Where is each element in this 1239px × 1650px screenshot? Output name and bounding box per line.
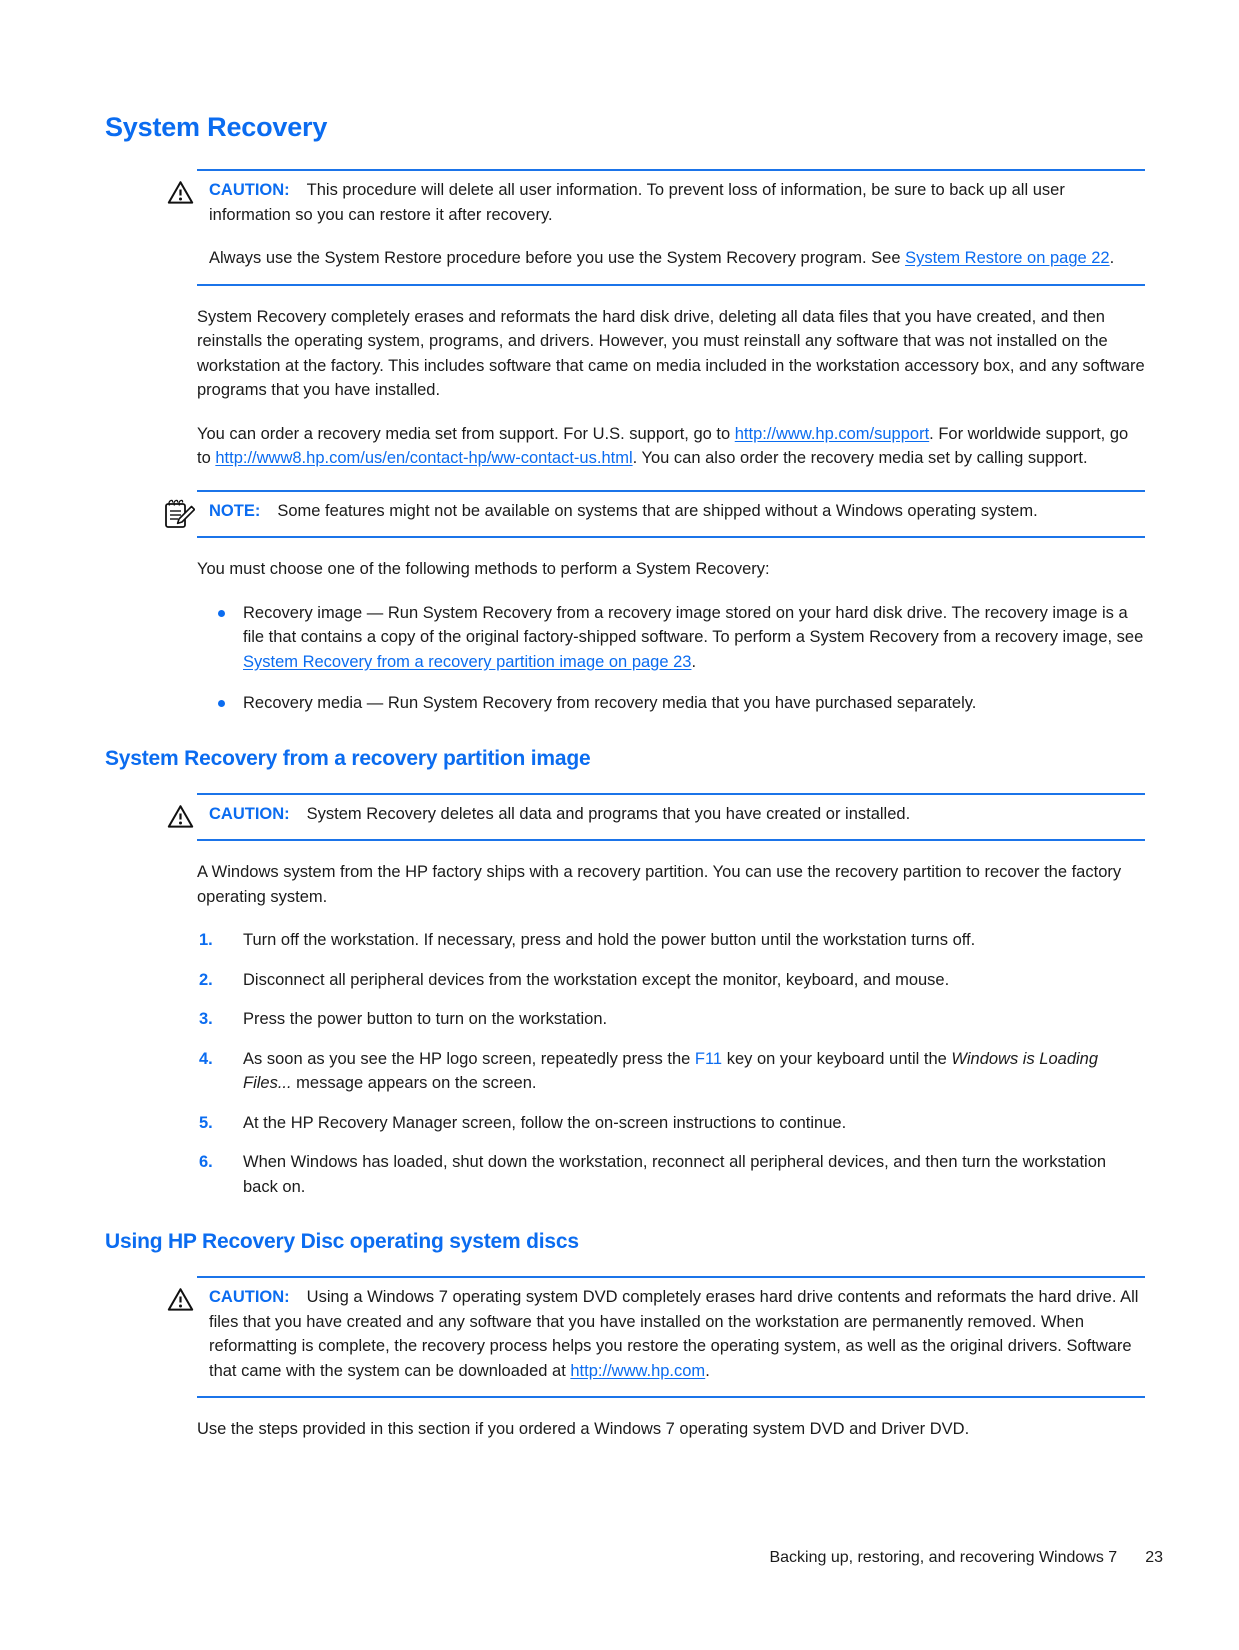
recovery-methods-list bbox=[197, 601, 1145, 716]
caution-block-discs bbox=[197, 1276, 1145, 1398]
note-text bbox=[277, 502, 1037, 520]
body-block bbox=[197, 169, 1145, 716]
caution-text bbox=[209, 249, 1114, 267]
step-item bbox=[197, 1111, 1145, 1136]
text-run: Press the power button to turn on the workstation. bbox=[243, 1010, 608, 1028]
bullet-icon bbox=[218, 700, 225, 707]
step-number: 5. bbox=[199, 1113, 213, 1132]
text-run: key on your keyboard until the bbox=[722, 1049, 952, 1068]
caution-paragraph bbox=[209, 178, 1145, 227]
caution-paragraph bbox=[209, 246, 1145, 271]
caution-label: CAUTION: bbox=[209, 181, 290, 199]
paragraph-use-steps bbox=[197, 1417, 1145, 1442]
text-run: You must choose one of the following methods to perform a System Recovery: bbox=[197, 560, 770, 578]
text-run: . You can also order the recovery media set by calling support. bbox=[632, 449, 1088, 467]
recovery-steps-list bbox=[197, 928, 1145, 1199]
caution-block-partition bbox=[197, 793, 1145, 842]
step-number: 3. bbox=[199, 1010, 213, 1028]
step-number: 1. bbox=[199, 931, 213, 949]
caution-block-intro bbox=[197, 169, 1145, 286]
step-number: 2. bbox=[199, 970, 213, 989]
note-paragraph bbox=[209, 499, 1145, 524]
text-run: . bbox=[691, 652, 697, 671]
bullet-icon bbox=[218, 610, 225, 617]
step-item bbox=[197, 928, 1145, 953]
page-footer bbox=[769, 1549, 1163, 1567]
step-text bbox=[243, 1114, 846, 1132]
caution-icon bbox=[167, 180, 197, 205]
step-text bbox=[243, 1010, 607, 1028]
list-item-recovery-image bbox=[197, 601, 1145, 675]
caution-paragraph bbox=[209, 1285, 1145, 1383]
section-heading-partition-image: System Recovery from a recovery partition image bbox=[105, 746, 591, 770]
list-item-recovery-media bbox=[197, 691, 1145, 716]
section-heading-recovery-discs: Using HP Recovery Disc operating system discs bbox=[105, 1230, 579, 1253]
text-run: . bbox=[705, 1361, 710, 1380]
note-label: NOTE: bbox=[209, 501, 261, 520]
page-title: System Recovery bbox=[105, 112, 328, 142]
paragraph-order-recovery-media bbox=[197, 422, 1145, 471]
body-block bbox=[197, 793, 1145, 1200]
list-item-text bbox=[243, 604, 1143, 671]
inline-link[interactable]: System Recovery from a recovery partition image on page 23 bbox=[243, 652, 692, 671]
text-run: Recovery image — Run System Recovery from a recovery image stored on your hard disk drive. The recovery image is a file that contains a copy of the original factory-shipped software. To perform a System Recovery from a recovery image, see bbox=[243, 603, 1144, 646]
text-run: You can order a recovery media set from support. For U.S. support, go to bbox=[197, 424, 735, 443]
step-item bbox=[197, 968, 1145, 993]
inline-link[interactable]: http://www8.hp.com/us/en/contact-hp/ww-contact-us.html bbox=[215, 449, 633, 467]
text-run: Disconnect all peripheral devices from the workstation except the monitor, keyboard, and mouse. bbox=[243, 970, 950, 989]
list-item-text bbox=[243, 694, 976, 712]
text-run: A Windows system from the HP factory ships with a recovery partition. You can use the recovery partition to recover the factory operating system. bbox=[197, 863, 1122, 906]
text-run: . bbox=[1109, 249, 1115, 267]
step-text bbox=[243, 971, 949, 989]
step-text bbox=[243, 1050, 1098, 1093]
step-number: 4. bbox=[199, 1049, 213, 1068]
footer-text: Backing up, restoring, and recovering Windows 7 bbox=[769, 1549, 1118, 1566]
text-run: Always use the System Restore procedure before you use the System Recovery program. See bbox=[209, 249, 906, 267]
text-run: Use the steps provided in this section if you ordered a Windows 7 operating system DVD and Driver DVD. bbox=[197, 1420, 970, 1438]
step-item bbox=[197, 1150, 1145, 1199]
text-run: Using a Windows 7 operating system DVD completely erases hard drive contents and reformats the hard drive. All files that you have created and any software that you have installed on the workstation are permanently removed. When reformatting is complete, the recovery process helps you restore the operating system, as well as the original drivers. Software that came with the system can be downloaded at bbox=[209, 1288, 1139, 1380]
caution-text bbox=[307, 805, 911, 823]
text-run: message appears on the screen. bbox=[291, 1074, 537, 1092]
step-number: 6. bbox=[199, 1153, 213, 1171]
text-run: System Recovery deletes all data and programs that you have created or installed. bbox=[306, 804, 911, 823]
caution-text bbox=[209, 1288, 1138, 1380]
caution-label: CAUTION: bbox=[209, 804, 290, 823]
text-run: System Recovery completely erases and reformats the hard disk drive, deleting all data files that you have created, and then reinstalls the operating system, programs, and drivers. However, you must reinstall any software that was not installed on the workstation at the factory. This includes software that came on media included in the workstation accessory box, and any software programs that you have installed. bbox=[197, 307, 1145, 399]
note-icon bbox=[163, 497, 193, 531]
paragraph-system-recovery-erases bbox=[197, 305, 1145, 403]
paragraph-choose-method bbox=[197, 557, 1145, 582]
paragraph-windows-recovery-partition bbox=[197, 860, 1145, 909]
text-run: . For worldwide support, go to bbox=[197, 424, 1129, 467]
text-run: At the HP Recovery Manager screen, follow the on-screen instructions to continue. bbox=[243, 1113, 847, 1132]
text-run: As soon as you see the HP logo screen, repeatedly press the bbox=[243, 1049, 695, 1068]
caution-icon bbox=[167, 804, 197, 829]
inline-link[interactable]: http://www.hp.com/support bbox=[734, 424, 930, 443]
step-text bbox=[243, 1153, 1106, 1196]
step-text bbox=[243, 931, 975, 949]
note-block bbox=[197, 490, 1145, 539]
caution-label: CAUTION: bbox=[209, 1288, 290, 1306]
text-run: F11 bbox=[694, 1049, 723, 1068]
caution-icon bbox=[167, 1287, 197, 1312]
step-item bbox=[197, 1007, 1145, 1032]
caution-text bbox=[209, 181, 1065, 224]
inline-link[interactable]: http://www.hp.com bbox=[570, 1361, 706, 1380]
body-block bbox=[197, 1276, 1145, 1442]
footer-page-number: 23 bbox=[1145, 1549, 1163, 1566]
step-item bbox=[197, 1047, 1145, 1096]
inline-link[interactable]: System Restore on page 22 bbox=[905, 249, 1110, 267]
caution-paragraph bbox=[209, 802, 1145, 827]
text-run: This procedure will delete all user information. To prevent loss of information, be sure to back up all user information so you can restore it after recovery. bbox=[209, 181, 1065, 224]
text-run: Some features might not be available on systems that are shipped without a Windows operating system. bbox=[277, 501, 1038, 520]
text-run: Turn off the workstation. If necessary, press and hold the power button until the workstation turns off. bbox=[243, 931, 976, 949]
text-run: Windows is Loading Files... bbox=[243, 1049, 1099, 1092]
text-run: Recovery media — Run System Recovery from recovery media that you have purchased separately. bbox=[243, 694, 977, 712]
text-run: When Windows has loaded, shut down the workstation, reconnect all peripheral devices, and then turn the workstation back on. bbox=[243, 1153, 1107, 1196]
